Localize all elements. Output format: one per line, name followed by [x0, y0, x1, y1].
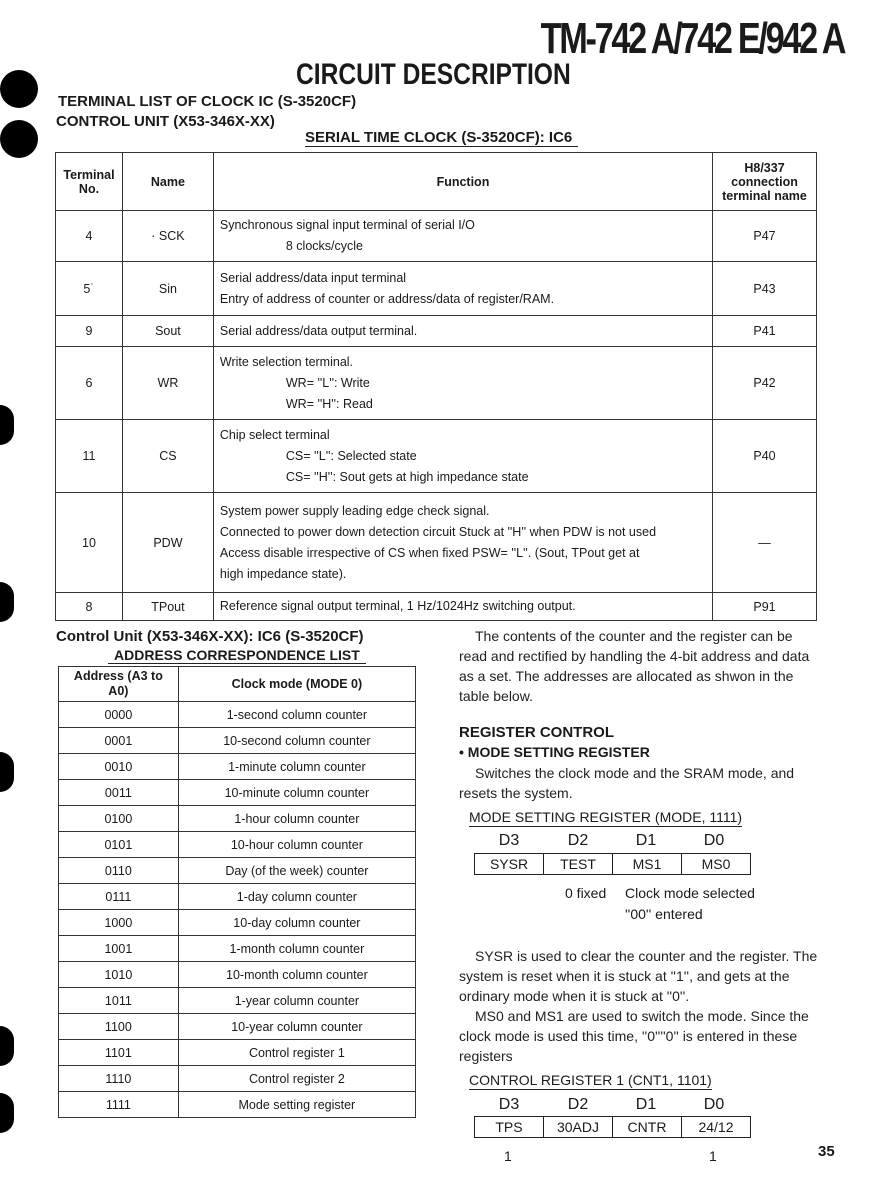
header-connection: H8/337 connection terminal name — [713, 153, 817, 211]
sysr-paragraph: SYSR is used to clear the counter and the register. The system is reset when it is stuck at ''1'', and gets at the ordinary mode when it is stuck at ''0''. — [459, 948, 818, 1004]
table-row: 5˙ Sin Serial address/data input terminal Entry of address of counter or address/data of register/RAM. P43 — [56, 262, 817, 316]
address-list-title: Control Unit (X53-346X-XX): IC6 (S-3520CF) — [56, 628, 364, 645]
table-row: 0111 1-day column counter — [59, 884, 416, 910]
binder-hole — [0, 70, 38, 108]
intro-paragraph: The contents of the counter and the register can be read and rectified by handling the 4-bit address and data as a set. The addresses are allocated as shwon in the table below. — [459, 628, 810, 704]
mode-register-cells: SYSR TEST MS1 MS0 — [474, 853, 751, 875]
mode-note-entered: ''00'' entered — [625, 906, 703, 922]
table-row: 1110 Control register 2 — [59, 1066, 416, 1092]
mode-description: Switches the clock mode and the SRAM mode, and resets the system. — [459, 765, 795, 801]
control-note-2: 1 — [709, 1148, 717, 1164]
address-list-subtitle: ADDRESS CORRESPONDENCE LIST — [108, 647, 366, 664]
table-row: 6 WR Write selection terminal. WR= ''L'': Write WR= ''H'': Read P42 — [56, 347, 817, 420]
register-control-heading: REGISTER CONTROL — [459, 724, 615, 741]
control-bit-labels: D3 D2 D1 D0 — [498, 1096, 725, 1113]
table-row: 0100 1-hour column counter — [59, 806, 416, 832]
ms-paragraph: MS0 and MS1 are used to switch the mode. Since the clock mode is used this time, ''0''''0'' is entered in these registers — [459, 1008, 809, 1064]
binder-tab — [0, 1093, 14, 1133]
table-row: 8 TPout Reference signal output terminal, 1 Hz/1024Hz switching output. P91 — [56, 593, 817, 621]
control-note-1: 1 — [504, 1148, 512, 1164]
control-register-title: CONTROL REGISTER 1 (CNT1, 1101) — [469, 1072, 712, 1088]
table-row: 4 · SCK Synchronous signal input terminal of serial I/O 8 clocks/cycle P47 — [56, 211, 817, 262]
subtitle-serial-clock: SERIAL TIME CLOCK (S-3520CF): IC6 — [305, 129, 578, 147]
binder-hole — [0, 120, 38, 158]
section-title: CIRCUIT DESCRIPTION — [296, 58, 571, 91]
table-row: 10 PDW System power supply leading edge check signal. Connected to power down detection circuit Stuck at ''H'' when PDW is not used Access disable irrespective of CS when fixed PSW= ''L''. (Sout, TPout get at high impedance state). — — [56, 493, 817, 593]
binder-tab — [0, 405, 14, 445]
table-row: 1001 1-month column counter — [59, 936, 416, 962]
binder-tab — [0, 582, 14, 622]
table-row: 0001 10-second column counter — [59, 728, 416, 754]
mode-setting-heading: • MODE SETTING REGISTER — [459, 744, 650, 760]
table-row: 11 CS Chip select terminal CS= ''L'': Selected state CS= ''H'': Sout gets at high impedance state P40 — [56, 420, 817, 493]
mode-bit-labels: D3 D2 D1 D0 — [498, 832, 725, 849]
mode-register-title: MODE SETTING REGISTER (MODE, 1111) — [469, 809, 743, 825]
address-table — [58, 666, 416, 1118]
table-row: 0101 10-hour column counter — [59, 832, 416, 858]
subtitle-terminal-list: TERMINAL LIST OF CLOCK IC (S-3520CF) — [58, 93, 357, 110]
mode-note-fixed: 0 fixed — [565, 885, 607, 901]
header-clock-mode: Clock mode (MODE 0) — [178, 667, 415, 702]
table-row: 1010 10-month column counter — [59, 962, 416, 988]
table-row: 1101 Control register 1 — [59, 1040, 416, 1066]
table-row: 0011 10-minute column counter — [59, 780, 416, 806]
table-row: 1011 1-year column counter — [59, 988, 416, 1014]
header-function: Function — [213, 153, 712, 211]
binder-tab — [0, 1026, 14, 1066]
table-row: 1100 10-year column counter — [59, 1014, 416, 1040]
header-address: Address (A3 to A0) — [59, 667, 179, 702]
table-row: 0000 1-second column counter — [59, 702, 416, 728]
binder-tab — [0, 752, 14, 792]
table-row: 1111 Mode setting register — [59, 1092, 416, 1118]
header-name: Name — [122, 153, 213, 211]
table-row: 0010 1-minute column counter — [59, 754, 416, 780]
terminal-table — [55, 152, 817, 621]
mode-note-clock: Clock mode selected — [625, 885, 755, 901]
table-row: 0110 Day (of the week) counter — [59, 858, 416, 884]
page-number: 35 — [818, 1143, 835, 1160]
subtitle-control-unit: CONTROL UNIT (X53-346X-XX) — [56, 113, 275, 130]
table-row: 1000 10-day column counter — [59, 910, 416, 936]
header-terminal-no: Terminal No. — [56, 153, 123, 211]
control-register-cells: TPS 30ADJ CNTR 24/12 — [474, 1116, 751, 1138]
model-title: TM-742 A/742 E/942 A — [540, 14, 844, 63]
table-row: 9 Sout Serial address/data output terminal. P41 — [56, 316, 817, 347]
